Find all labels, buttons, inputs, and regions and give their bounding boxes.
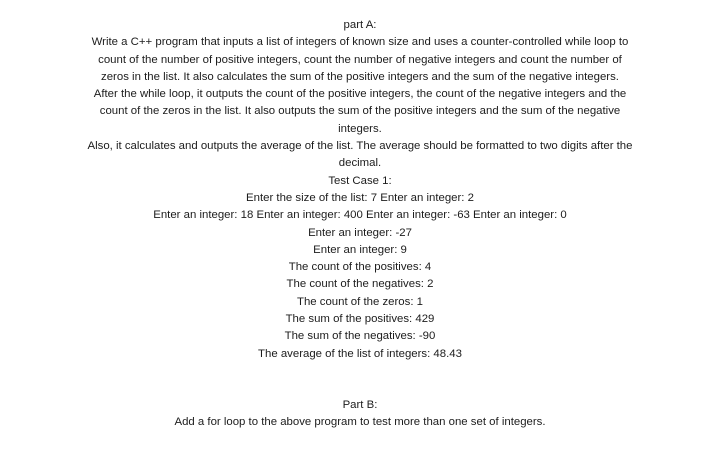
part-a-paragraph-2: After the while loop, it outputs the count of the positive integers, the count of the negative integers and the count of the zeros in the list. It also outputs the sum of the positive integers and the sum of the negative integers. xyxy=(93,88,627,135)
part-b-paragraph: Add a for loop to the above program to test more than one set of integers. xyxy=(174,416,546,429)
test-case-line: Enter an integer: -27 xyxy=(308,226,412,239)
test-case-line: The count of the positives: 4 xyxy=(288,261,432,274)
test-case-line: Enter the size of the list: 7 Enter an integer: 2 xyxy=(246,191,474,204)
test-case-line: The sum of the positives: 429 xyxy=(285,313,435,326)
document-body xyxy=(86,17,634,432)
test-case-line: The count of the negatives: 2 xyxy=(286,278,434,291)
test-case-line: Enter an integer: 9 xyxy=(313,243,407,256)
test-case-line: The sum of the negatives: -90 xyxy=(284,330,436,343)
test-case-heading: Test Case 1: xyxy=(328,174,392,187)
part-a-paragraph-1: Write a C++ program that inputs a list of integers of known size and uses a counter-controlled while loop to count of the number of positive integers, count the number of negative integers and count the number of zeros in the list. It also calculates the sum of the positive integers and the sum of the negative integers. xyxy=(91,36,629,83)
test-case-line: The average of the list of integers: 48.43 xyxy=(258,347,462,360)
part-a-heading: part A: xyxy=(343,19,377,31)
test-case-line: Enter an integer: 18 Enter an integer: 400 Enter an integer: -63 Enter an integer: 0 xyxy=(153,209,567,222)
section-spacer xyxy=(86,363,634,397)
test-case-line: The count of the zeros: 1 xyxy=(296,295,423,308)
part-b-heading: Part B: xyxy=(342,398,378,411)
part-a-paragraph-3: Also, it calculates and outputs the average of the list. The average should be formatted to two digits after the decimal. xyxy=(87,140,633,170)
